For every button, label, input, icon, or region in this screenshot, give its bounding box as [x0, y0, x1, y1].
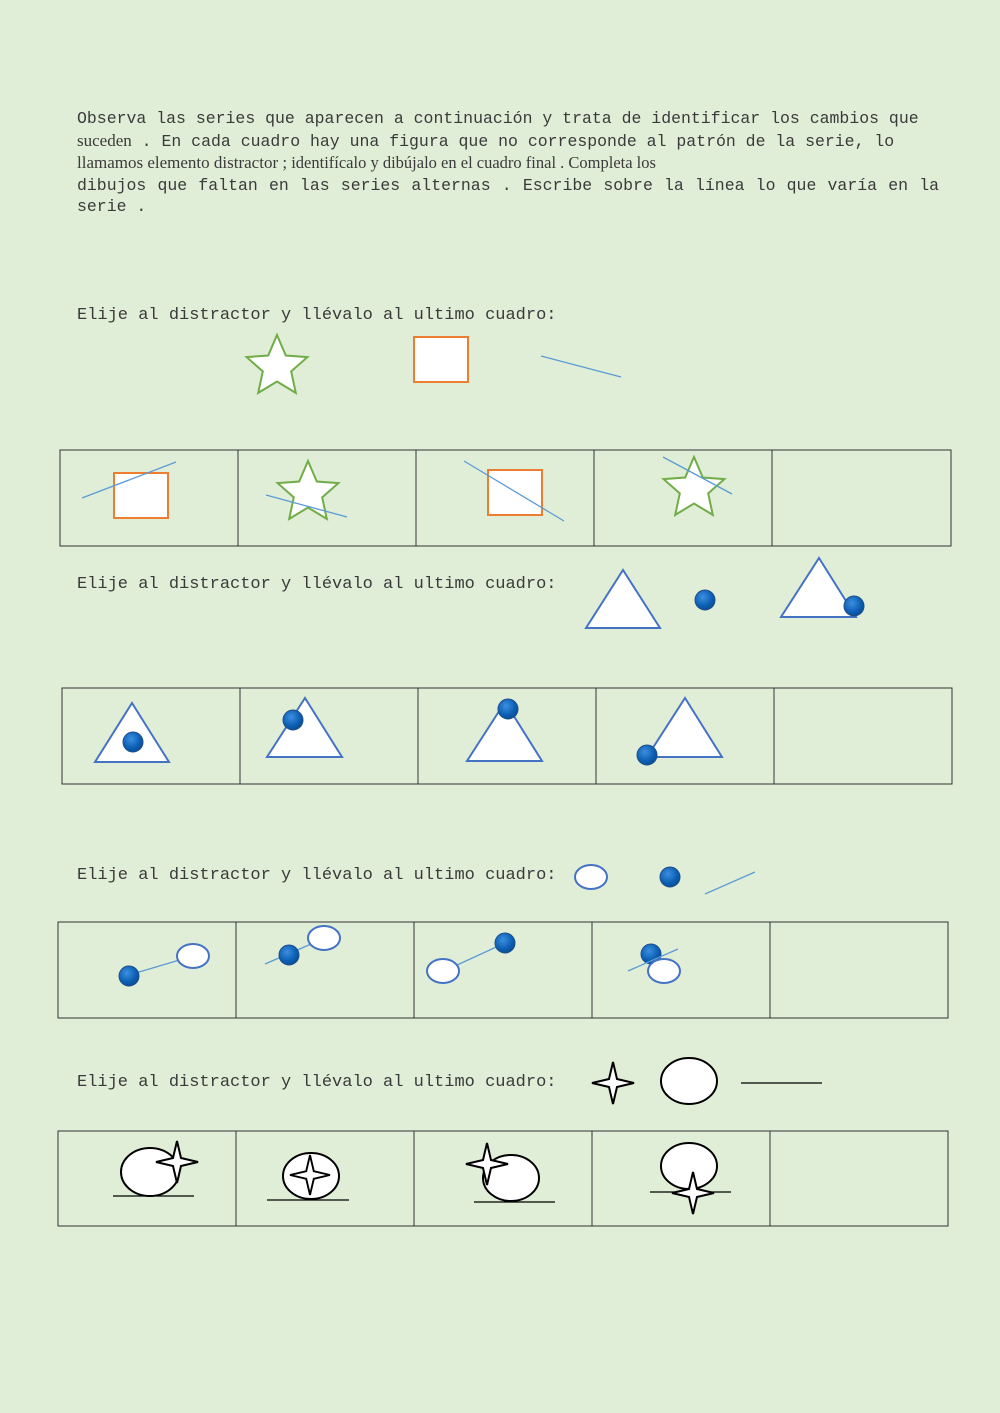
section-1-options — [247, 335, 621, 393]
section-1-series-table — [60, 450, 951, 546]
star-icon — [664, 457, 725, 515]
triangle-icon — [267, 698, 342, 757]
series-3-cell-2 — [265, 926, 340, 965]
square-icon — [114, 473, 168, 518]
intro-line-2b: . En cada cuadro hay una figura que no corresponde al patrón de la serie, lo — [141, 131, 895, 151]
intro-line-4: dibujos que faltan en las series alternas . Escribe sobre la línea lo que varía en la serie . — [77, 175, 939, 216]
option-line-icon[interactable] — [541, 356, 621, 377]
intro-line-3a: llamamos elemento distractor ; — [77, 153, 288, 172]
option-line-icon[interactable] — [705, 872, 755, 894]
series-4-cell-4 — [650, 1143, 731, 1214]
series-2-answer-cell[interactable] — [775, 689, 951, 783]
section-3-instruction: Elije al distractor y llévalo al ultimo cuadro: — [77, 866, 557, 885]
series-1-answer-cell[interactable] — [773, 451, 950, 545]
series-1-cell-1 — [82, 462, 176, 518]
section-1-instruction: Elije al distractor y llévalo al ultimo cuadro: — [77, 306, 557, 325]
intro-line-2a: suceden — [77, 130, 132, 150]
series-2-cell-2 — [267, 698, 342, 757]
ellipse-icon — [177, 944, 209, 968]
section-4-options — [592, 1058, 822, 1104]
square-icon — [488, 470, 542, 515]
section-3-options — [575, 865, 755, 894]
option-dot-icon[interactable] — [660, 867, 680, 887]
series-3-cell-1 — [119, 944, 209, 986]
option-square-icon[interactable] — [414, 337, 468, 382]
option-circle-icon[interactable] — [661, 1058, 717, 1104]
ellipse-icon — [427, 959, 459, 983]
dot-icon — [279, 945, 299, 965]
series-3-cell-3 — [427, 933, 515, 983]
option-triangle-icon[interactable] — [586, 570, 660, 628]
circle-icon — [661, 1143, 717, 1189]
section-4-instruction: Elije al distractor y llévalo al ultimo cuadro: — [77, 1073, 557, 1092]
section-4-series-table — [58, 1131, 948, 1226]
section-2-instruction: Elije al distractor y llévalo al ultimo cuadro: — [77, 575, 557, 594]
section-3-series-table — [58, 922, 948, 1018]
intro-line-3b: identifícalo y dibújalo en el cuadro final . Completa los — [287, 153, 656, 172]
series-2-cell-1 — [95, 703, 169, 762]
section-2-series-table — [62, 688, 952, 784]
series-3-answer-cell[interactable] — [771, 923, 947, 1017]
option-star-icon[interactable] — [247, 335, 308, 393]
series-1-cell-3 — [464, 461, 564, 521]
option-four-point-star-icon[interactable] — [592, 1062, 634, 1104]
dot-icon — [495, 933, 515, 953]
dot-icon — [123, 732, 143, 752]
star-icon — [278, 461, 339, 519]
section-2-options — [586, 558, 864, 628]
dot-icon — [498, 699, 518, 719]
circle-icon — [121, 1148, 179, 1196]
series-4-cell-1 — [113, 1141, 198, 1196]
option-dot-icon[interactable] — [695, 590, 715, 610]
series-4-cell-3 — [466, 1143, 555, 1202]
series-3-cell-4 — [628, 944, 680, 983]
ellipse-icon — [648, 959, 680, 983]
intro-line-1: Observa las series que aparecen a continuación y trata de identificar los cambios que — [77, 109, 919, 128]
series-1-cell-2 — [266, 461, 347, 519]
dot-icon — [283, 710, 303, 730]
ellipse-icon — [308, 926, 340, 950]
dot-icon — [637, 745, 657, 765]
triangle-icon — [647, 698, 722, 757]
series-1-cell-4 — [663, 457, 732, 515]
option-ellipse-icon[interactable] — [575, 865, 607, 889]
series-2-cell-4 — [637, 698, 722, 765]
dot-icon — [119, 966, 139, 986]
series-2-cell-3 — [467, 699, 542, 761]
series-4-answer-cell[interactable] — [771, 1132, 947, 1225]
series-4-cell-2 — [267, 1153, 349, 1200]
option-triangle-dot-icon[interactable] — [781, 558, 864, 617]
